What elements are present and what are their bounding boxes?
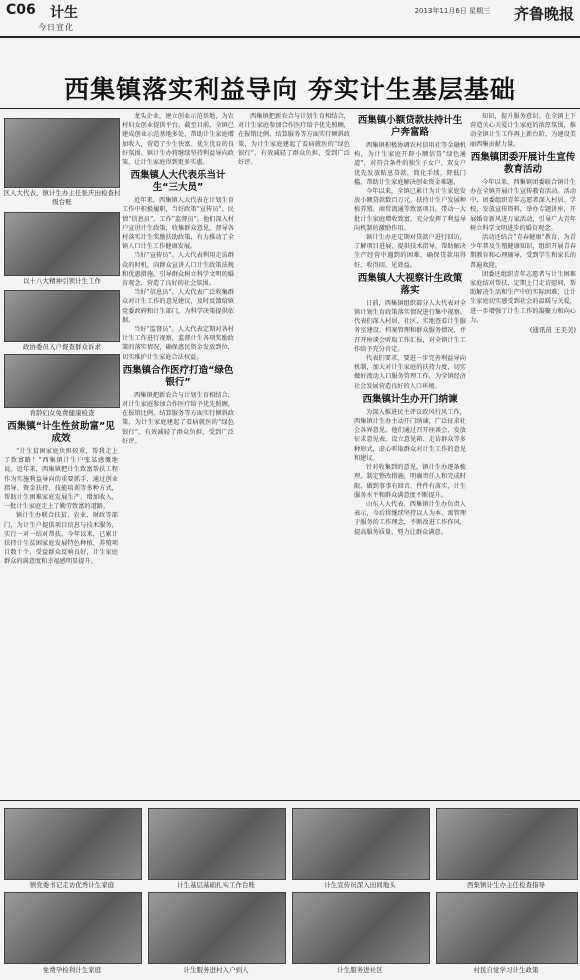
newspaper-brand: 齐鲁晚报	[513, 5, 574, 23]
byline: (通讯员 王美美)	[529, 326, 576, 335]
middle-articles	[122, 112, 234, 792]
photo-caption: 计生服务进村入户到人	[183, 966, 249, 974]
section-name: 计生	[50, 5, 78, 21]
article-heading: 西集镇计生办开门纳谏	[362, 393, 458, 405]
photo-health-check	[4, 354, 120, 408]
article-paragraph: 镇计生办还定期对贷款户进行回访，了解项目进展，提供技术指导，帮助解决生产经营中遇到的困难，确保贷款用得好、收得回、见效益。	[354, 234, 466, 269]
article-heading: 西集镇人大代表乐当计生“三大员”	[130, 170, 226, 194]
article-paragraph: “计生贫困家庭负担较重，帮我走上了致富路！”西集镇计生户张某感慨地说。近年来，西集镇把计生致富帮扶工程作为实施利益导向的重要抓手，通过创业指导、资金扶持、技能培训等多种方式，帮助计生困难家庭发展生产、增加收入，一批计生家庭走上了勤劳致富的道路。	[4, 448, 118, 511]
article-paragraph: 代表们要求，要进一步完善利益导向机制，加大对计生家庭的扶持力度，切实做好流动人口服务管理工作，为全镇经济社会发展营造良好的人口环境。	[354, 355, 466, 390]
article-paragraph: 龙头企业，建立创业示范基地，为农村妇女创业提供平台。截至目前，全镇已建成创业示范基地多处，帮助计生家庭增加收入，营造了少生快富、优生优育的良好氛围。镇计生办将继续坚持利益导向政策，让计生家庭得到更多实惠。	[122, 113, 234, 167]
article-paragraph: 近年来，西集镇人大代表在计划生育工作中积极履职，当好政策“宣传员”、民情“信息员”、工作“监督员”。他们深入村户宣讲计生政策，收集群众意见，督导各村落实计生奖励扶助政策，有力推动了全镇人口计生工作健康发展。	[122, 197, 234, 251]
page-code: C06	[6, 2, 36, 18]
article-paragraph: 日前，西集镇组织部分人大代表对全镇计划生育政策落实情况进行集中视察。代表们深入村居、社区，实地查看计生服务室建设、档案管理和群众服务情况，并召开座谈会听取工作汇报，对全镇计生工作给予充分肯定。	[354, 299, 466, 353]
photo-caption: 计生服务进社区	[337, 966, 383, 974]
photo-caption: 计生基层基础扎实工作台账	[177, 881, 255, 889]
photo-grid-2a	[148, 808, 286, 880]
article-paragraph: 西集镇把新农合与计划生育相结合，对计生家庭参加合作医疗给予优先照顾，在报销比例、结算服务等方面实行倾斜政策，为计生家庭建起了看病就医的“绿色银行”，有效减轻了群众负担，受到广泛好评。	[238, 113, 350, 167]
article-paragraph: 山东人大代表、西集镇计生办负责人表示，今后将继续坚持以人为本、寓管理于服务的工作理念，不断改进工作作风，提高服务质量，努力让群众满意。	[354, 500, 466, 536]
photo-grid-1b	[4, 892, 142, 964]
photo-grid-rule	[0, 800, 580, 801]
headline-rule	[0, 108, 580, 109]
article-paragraph: 针对收集到的意见，镇计生办逐条梳理，制定整改措施，明确责任人和完成时限，做到事事有回音、件件有落实，计生服务水平和群众满意度不断提升。	[354, 464, 466, 499]
article-heading: 西集镇人大视察计生政策落实	[357, 272, 463, 296]
masthead	[0, 0, 580, 38]
article-paragraph: 今年以来，全镇已累计为计生家庭发放小额贷款数百万元，扶持计生户发展种植养殖、商贸流通等致富项目，带动一大批计生家庭增收致富，充分发挥了利益导向机制的激励作用。	[354, 188, 466, 232]
photo-caption: 育龄妇女免费健康检查	[29, 409, 95, 417]
article-paragraph: 今年以来，西集镇团委联合镇计生办在全镇开展计生宣传教育活动。活动中，团委组织青年志愿者深入村居、学校，发放宣传资料，举办专题讲座，开展婚育新风进万家活动，引导广大青年树立科学文明进步的婚育观念。	[470, 178, 576, 232]
article-paragraph: 当好“宣传员”。人大代表利用走访群众的时机，向群众宣讲人口计生政策法规和优惠措施，引导群众树立科学文明的婚育观念，营造了良好的社会氛围。	[122, 252, 234, 288]
photo-grid-3a	[292, 808, 430, 880]
right1-articles	[354, 112, 466, 792]
left-article	[4, 418, 118, 790]
photo-caption: 镇党委书记走访优秀计生家庭	[29, 881, 115, 889]
photo-grid-4b	[436, 892, 578, 964]
photo-banner	[4, 212, 120, 276]
article-paragraph: 活动还结合“青春健康”教育，为青少年普及生殖健康知识，组织开展青春期教育和心理辅导，受到学生和家长的普遍欢迎。	[470, 234, 576, 269]
article-heading: 西集镇“计生性贫助富”见成效	[7, 421, 115, 444]
issue-date: 2013年11月6日 星期三	[414, 7, 490, 15]
photo-caption: 以十八大精神引领计生工作	[23, 277, 101, 285]
right-center-articles	[238, 112, 350, 412]
article-paragraph: 当好“信息员”。人大代表广泛收集群众对计生工作的意见建议，及时反馈给镇党委政府和计生部门，为科学决策提供依据。	[122, 289, 234, 324]
article-paragraph: 镇计生办联合扶贫、农业、财政等部门，为计生户提供项目信息与技术服务，实行一对一结对帮扶。今年以来，已累计扶持计生贫困家庭发展特色种植、养殖项目数十个，受益群众反响良好，计生家庭群众的满意度和幸福感明显提升。	[4, 512, 118, 566]
photo-caption: 免费孕检利计生家庭	[42, 966, 102, 974]
photo-caption: 政协委员入户督查群众诉求	[23, 343, 101, 351]
article-paragraph: 知识，提升服务意识。在全镇上下营造关心关爱计生家庭的浓厚氛围，推动全镇计生工作再上新台阶，为建设美丽西集贡献力量。	[470, 113, 576, 148]
photo-grid-3b	[292, 892, 430, 964]
article-paragraph: 西集镇积极协调农村信用社等金融机构，为计生家庭开辟小额信贷“绿色通道”，对符合条件的独生子女户、双女户优先发放贴息贷款，简化手续，降低门槛，帮助计生家庭解决创业资金难题。	[354, 142, 466, 186]
right3-articles	[470, 112, 576, 792]
article-paragraph: 团委还组织青年志愿者与计生困难家庭结对帮扶，定期上门走访慰问，帮助解决生活和生产中的实际困难，让计生家庭切实感受到社会的温暖与关爱，进一步增强了计生工作的凝聚力和向心力。	[470, 270, 576, 324]
article-paragraph: 为深入推进民主评议政风行风工作，西集镇计生办主动开门纳谏，广泛征求社会各界意见。他们通过召开座谈会、发放征求意见表、设立意见箱、走访群众等多种形式，虚心听取群众对计生工作的意见和建议。	[354, 408, 466, 462]
photo-inspection	[4, 118, 120, 188]
article-paragraph: 当好“监督员”。人大代表定期对各村计生工作进行视察，监督计生各项奖励政策的落实情况，确保惠民资金发放到位，切实维护计生家庭合法权益。	[122, 326, 234, 361]
section-sub: 今日宣化	[38, 23, 74, 32]
photo-grid-4a	[436, 808, 578, 880]
main-headline: 西集镇落实利益导向 夯实计生基层基础	[64, 75, 516, 104]
article-heading: 西集镇团委开展计生宣传教育活动	[470, 151, 576, 175]
photo-caption: 计生宣传员深入田间地头	[324, 881, 396, 889]
photo-caption: 西集镇计生办主任检查指导	[467, 881, 545, 889]
photo-grid-1a	[4, 808, 142, 880]
photo-visit	[4, 290, 120, 342]
photo-grid-2b	[148, 892, 286, 964]
photo-caption: 村民自觉学习计生政策	[473, 966, 539, 974]
article-heading: 西集镇小额贷款扶持计生户奔富路	[357, 115, 463, 138]
article-paragraph: 西集镇把新农合与计划生育相结合，对计生家庭参加合作医疗给予优先照顾，在报销比例、结算服务等方面实行倾斜政策，为计生家庭建起了看病就医的“绿色银行”，有效减轻了群众负担，受到广泛好评。	[122, 391, 234, 445]
photo-caption: 区人大代表、镇计生办主任张庆田检查村级台账	[3, 189, 121, 206]
article-heading: 西集镇合作医疗打造“绿色银行”	[122, 364, 234, 388]
